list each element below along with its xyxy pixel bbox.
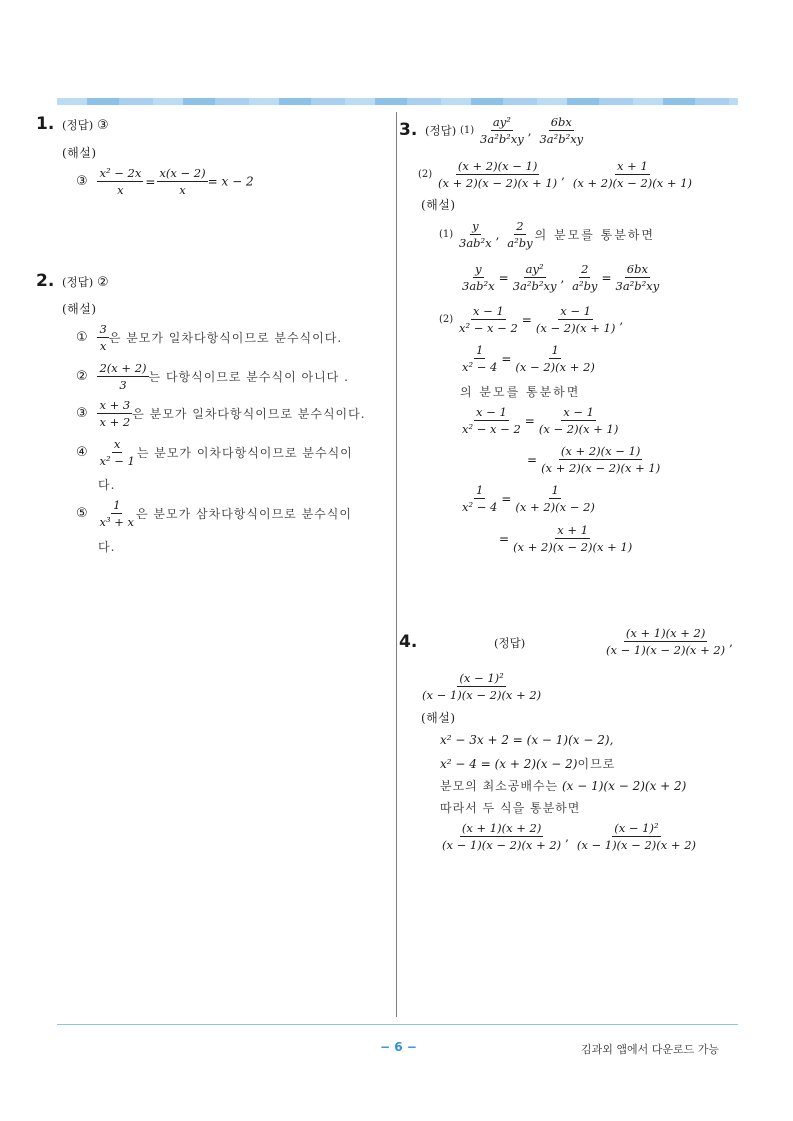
q3-sol2-line-1: (2) $\frac{x - 1}{\text{x² − x − 2}}$ = $\frac{x - 1}{(x - 2)(x + 1)}$ , [439,304,624,335]
q2-item-fraction: $\frac{x + 3}{x + 2}$ [99,398,131,429]
q3-sol1-result-3: $\frac{2}{\text{a²by}}$ [572,262,598,293]
q4-line2-text: 이므로 [577,757,616,771]
q4-answer-label: (정답) [494,636,526,650]
q4-line3-math: (x − 1)(x − 2)(x + 2) [561,779,687,793]
q3-number: 3. [399,120,418,140]
q1-answer: ③ [97,118,109,133]
q3-sol2-g3: $\frac{(x + 2)(x - 1)}{(x + 2)(x - 2)(x + 1)}$ [541,444,661,475]
q3-sol1-result-1: $\frac{y}{\text{3ab²x}}$ [462,262,495,293]
q2-item-fraction: $\frac{2(x + 2)}{3}$ [99,361,147,392]
q2-item-1 [76,322,342,353]
q4-result-fraction-1: $\frac{(x + 1)(x + 2)}{(x - 1)(x - 2)(x + 2)}$ [442,821,562,852]
header-band [57,98,738,105]
q1-number: 1. [36,114,55,134]
q3-sol2-g5: $\frac{1}{(x + 2)(x - 2)}$ [515,483,595,514]
q1-solution-label: (해설) [62,146,97,160]
q3-answer-line-2: (2) $\frac{(x + 2)(x - 1)}{(x + 2)(x - 2)(x + 1)}$ , $\frac{x + 1}{(x + 2)(x - 2)(x + 1)}$ [418,159,692,190]
q3-sol2-fraction-4: $\frac{1}{(x - 2)(x + 2)}$ [515,343,595,374]
q4-solution-line-4: 따라서 두 식을 통분하면 [440,801,581,815]
q1-solution-mark: ③ [76,174,88,189]
q3-sol2-fraction-1: $\frac{x - 1}{\text{x² − x − 2}}$ [459,304,518,335]
footer-note: 김과외 앱에서 다운로드 가능 [581,1043,720,1056]
q4-answer-line-2 [420,671,543,702]
q4-answer-fraction-2: $\frac{\text{(x − 1)²}}{(x - 1)(x - 2)(x + 2)}$ [422,671,542,702]
page-number: − 6 − [380,1040,417,1054]
q2-item-fraction: $\frac{3}{x}$ [99,322,107,353]
q2-item-mark: ③ [76,406,88,421]
q3-sol2-g6: $\frac{x + 1}{(x + 2)(x - 2)(x + 1)}$ [513,523,633,554]
q3-sol2-g4: $\frac{1}{\text{x² − 4}}$ [462,483,498,514]
q2-answer: ② [97,275,109,290]
q1-fraction-2: $\frac{x(x - 2)}{x}$ [159,166,206,197]
q4-answer-line-1: $\frac{(x + 1)(x + 2)}{(x - 1)(x - 2)(x + 2)}$ , [606,626,733,657]
q2-item-text: 는 다항식이므로 분수식이 아니다 . [148,370,349,384]
q4-solution-label: (해설) [421,711,456,725]
q4-solution-line-1: x² − 3x + 2 = (x − 1)(x − 2), [440,733,614,747]
q4-solution-line-2 [440,755,615,772]
q3-sol2-line-3: $\frac{x - 1}{\text{x² − x − 2}}$ = $\frac{x - 1}{(x - 2)(x + 1)}$ [462,405,619,436]
q1-answer-label: (정답) [62,118,94,132]
q4-result-fraction-2: $\frac{\text{(x − 1)²}}{(x - 1)(x - 2)(x + 2)}$ [576,821,696,852]
q2-number: 2. [36,271,55,291]
footer-divider [57,1024,738,1025]
q3-answer-fraction-1: $\frac{\text{ay²}}{\text{3a²b²xy}}$ [480,115,524,146]
q2-item-text: 는 분모가 이차다항식이므로 분수식이 [136,446,353,460]
q3-answer-label: (정답) [425,123,457,138]
q1-solution-expression: ③ $\frac{\text{x² − 2x}}{x}$ = $\frac{x(x - 2)}{x}$ = x − 2 [76,166,254,197]
q3-sol2-line-2: $\frac{1}{\text{x² − 4}}$ = $\frac{1}{(x - 2)(x + 2)}$ [462,343,595,374]
q2-item-4 [76,437,353,468]
q3-sol1-line-2: $\frac{y}{\text{3ab²x}}$ = $\frac{\text{ay²}}{\text{3a²b²xy}}$ , $\frac{2}{\text{a²by}}$ = $\frac{6bx}{\text{3a²b²xy}}$ [462,262,660,293]
q2-answer-label: (정답) [62,275,94,289]
q3-answer-line-1: (정답) (1) $\frac{\text{ay²}}{\text{3a²b²xy}}$ , $\frac{6bx}{\text{3a²b²xy}}$ [425,115,584,146]
q3-sol2-g1: $\frac{x - 1}{\text{x² − x − 2}}$ [462,405,521,436]
q4-number: 4. [399,632,418,652]
q3-answer-fraction-4: $\frac{x + 1}{(x + 2)(x - 2)(x + 1)}$ [572,159,692,190]
q2-item-mark: ⑤ [76,506,88,521]
q1-result: = x − 2 [207,174,254,189]
q3-sol2-line-4: = $\frac{(x + 2)(x - 1)}{(x + 2)(x - 2)(x + 1)}$ [527,444,661,475]
q3-sol1-fraction-1: $\frac{y}{\text{3ab²x}}$ [459,219,492,250]
q2-item-3 [76,398,366,429]
q2-item-text: 은 분모가 일차다항식이므로 분수식이다. [108,331,343,345]
q2-item-text: 은 분모가 삼차다항식이므로 분수식이 [136,507,352,521]
q2-item-fraction: $\frac{1}{\text{x³ + x}}$ [99,498,135,529]
q3-part2-mark: (2) [418,169,433,180]
q4-line3-text: 분모의 최소공배수는 [440,779,559,793]
q3-sol1-mark: (1) [439,229,454,240]
q3-answer-fraction-3: $\frac{(x + 2)(x - 1)}{(x + 2)(x - 2)(x + 1)}$ [438,159,558,190]
q2-item-fraction: $\frac{x}{\text{x² − 1}}$ [99,437,135,468]
q2-item-text: 은 분모가 일차다항식이므로 분수식이다. [132,407,366,421]
q4-line2-math: x² − 4 = (x + 2)(x − 2) [440,757,578,771]
q4-answer-fraction-1: $\frac{(x + 1)(x + 2)}{(x - 1)(x - 2)(x + 2)}$ [606,626,726,657]
q3-sol2-mark: (2) [439,314,454,325]
q4-solution-line-3 [440,777,686,794]
q3-sol2-fraction-3: $\frac{1}{\text{x² − 4}}$ [462,343,498,374]
q3-sol1-line-1: (1) $\frac{y}{\text{3ab²x}}$ , $\frac{2}{\text{a²by}}$ 의 분모를 통분하면 [439,219,655,250]
q2-item-mark: ④ [76,445,88,460]
q3-sol2-line-5: $\frac{1}{\text{x² − 4}}$ = $\frac{1}{(x + 2)(x - 2)}$ [462,483,595,514]
q4-solution-line-5: $\frac{(x + 1)(x + 2)}{(x - 1)(x - 2)(x + 2)}$ , $\frac{\text{(x − 1)²}}{(x - 1)(x - 2)(x + 2)}$ [442,821,696,852]
q3-sol1-fraction-2: $\frac{2}{\text{a²by}}$ [507,219,533,250]
q1-answer-line [62,117,109,133]
q3-sol1-result-2: $\frac{\text{ay²}}{\text{3a²b²xy}}$ [512,262,557,293]
q2-item-4-continuation: 다. [98,478,116,492]
q2-item-2 [76,361,349,392]
column-divider [396,112,397,1017]
q3-part1-mark: (1) [460,125,475,136]
q3-sol2-g2: $\frac{x - 1}{(x - 2)(x + 1)}$ [538,405,619,436]
q2-item-5 [76,498,352,529]
q3-sol1-text: 의 분모를 통분하면 [534,228,655,242]
q2-item-5-continuation: 다. [98,540,116,554]
q2-item-mark: ② [76,369,88,384]
q3-solution-label: (해설) [421,198,456,212]
q2-answer-line [62,274,109,290]
q2-item-mark: ① [76,330,88,345]
q3-sol2-fraction-2: $\frac{x - 1}{(x - 2)(x + 1)}$ [535,304,616,335]
q3-sol2-text: 의 분모를 통분하면 [460,385,581,399]
q2-solution-label: (해설) [62,302,97,316]
q3-sol1-result-4: $\frac{6bx}{\text{3a²b²xy}}$ [615,262,660,293]
q3-answer-fraction-2: $\frac{6bx}{\text{3a²b²xy}}$ [539,115,584,146]
q1-fraction-1: $\frac{\text{x² − 2x}}{x}$ [99,166,142,197]
q3-sol2-line-6: = $\frac{x + 1}{(x + 2)(x - 2)(x + 1)}$ [499,523,633,554]
